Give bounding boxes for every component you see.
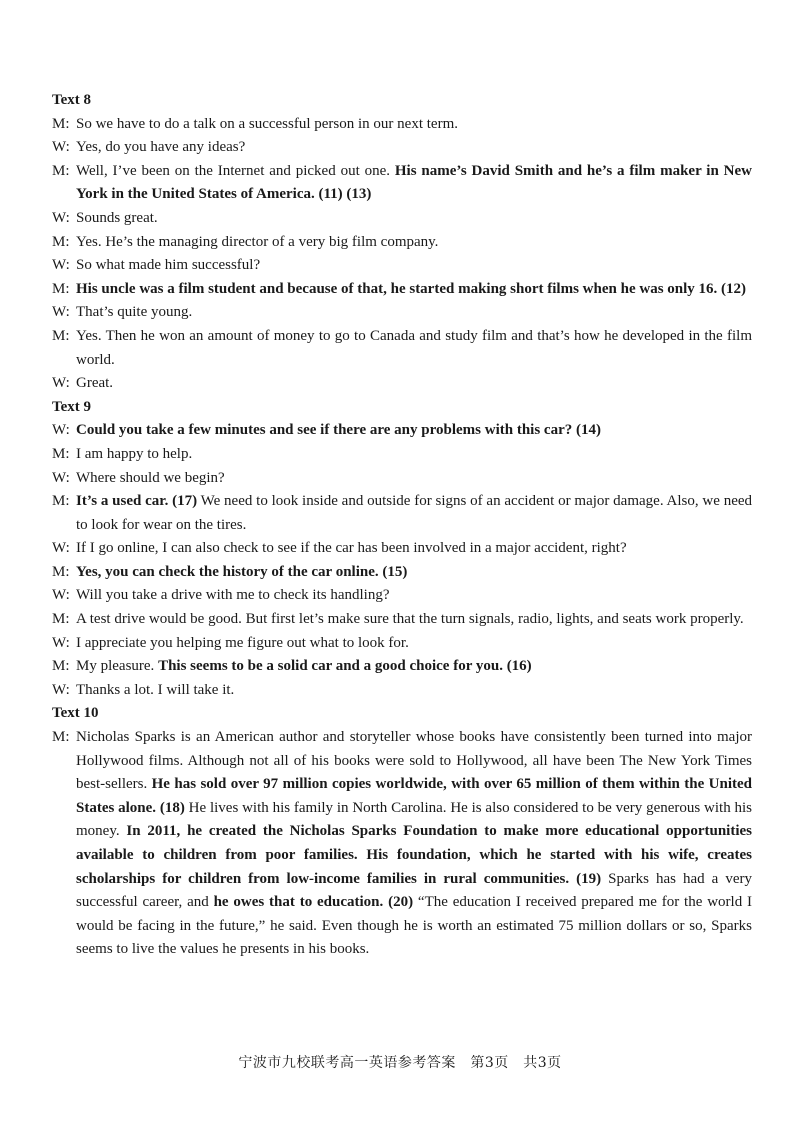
line-text <box>76 207 752 231</box>
dialogue-line <box>52 655 752 679</box>
plain-text: If I go online, I can also check to see if the car has been involved in a major accident, right? <box>76 540 627 557</box>
line-text <box>76 655 752 679</box>
line-text <box>76 160 752 207</box>
line-text <box>76 136 752 160</box>
section-heading: Text 9 <box>52 398 92 415</box>
speaker-label: M: <box>52 280 70 297</box>
line-text <box>76 679 752 703</box>
speaker-label: W: <box>52 540 70 557</box>
speaker-label: W: <box>52 422 70 439</box>
speaker-label: M: <box>52 611 70 628</box>
speaker-label: M: <box>52 327 70 344</box>
speaker-label: M: <box>52 658 70 675</box>
speaker-label: W: <box>52 257 70 274</box>
line-text <box>76 372 752 396</box>
answer-key-text: he owes that to education. (20) <box>213 894 414 911</box>
dialogue-line <box>52 136 752 160</box>
dialogue-line <box>52 467 752 491</box>
line-text <box>76 632 752 656</box>
dialogue-line <box>52 278 752 302</box>
dialogue-line <box>52 679 752 703</box>
dialogue-line <box>52 608 752 632</box>
plain-text: Yes. Then he won an amount of money to go to Canada and study film and that’s how he developed in the film world. <box>76 327 752 368</box>
transcript-body <box>52 89 752 962</box>
section-heading: Text 10 <box>52 705 99 722</box>
dialogue-line <box>52 231 752 255</box>
plain-text: My pleasure. <box>76 658 159 675</box>
line-text <box>76 113 752 137</box>
line-text <box>76 443 752 467</box>
dialogue-line <box>52 443 752 467</box>
speaker-label: M: <box>52 233 70 250</box>
plain-text: Well, I’ve been on the Internet and picked out one. <box>76 162 395 179</box>
plain-text: That’s quite young. <box>76 304 193 321</box>
line-text <box>76 726 752 962</box>
plain-text: I am happy to help. <box>76 445 193 462</box>
dialogue-line <box>52 561 752 585</box>
answer-key-text: Could you take a few minutes and see if there are any problems with this car? (14) <box>76 422 601 439</box>
answer-key-text: It’s a used car. (17) <box>76 493 198 510</box>
line-text <box>76 584 752 608</box>
dialogue-line <box>52 207 752 231</box>
dialogue-line <box>52 632 752 656</box>
dialogue-line <box>52 419 752 443</box>
speaker-label: W: <box>52 469 70 486</box>
plain-text: Yes, do you have any ideas? <box>76 139 246 156</box>
plain-text: A test drive would be good. But first let’s make sure that the turn signals, radio, lights, and seats work properly. <box>76 611 744 628</box>
line-text <box>76 561 752 585</box>
plain-text: So what made him successful? <box>76 257 261 274</box>
dialogue-line <box>52 490 752 537</box>
speaker-label: W: <box>52 587 70 604</box>
plain-text: Nicholas Sparks is an American author and storyteller whose books have consistently been turned into major Hollywood films. Although not all of his books were sold to Hollywood, all have been The New York Times best-sellers. <box>76 729 752 793</box>
speaker-label: W: <box>52 375 70 392</box>
line-text <box>76 490 752 537</box>
line-text <box>76 467 752 491</box>
line-text <box>76 301 752 325</box>
dialogue-line <box>52 160 752 207</box>
answer-key-text: His name’s David Smith and he’s a film maker in New York in the United States of America. (11) (13) <box>76 162 752 203</box>
plain-text: So we have to do a talk on a successful person in our next term. <box>76 115 458 132</box>
speaker-label: W: <box>52 634 70 651</box>
dialogue-line <box>52 372 752 396</box>
plain-text: Yes. He’s the managing director of a very big film company. <box>76 233 439 250</box>
plain-text: Sparks has had a very successful career, and <box>76 870 752 911</box>
line-text <box>76 254 752 278</box>
dialogue-line <box>52 325 752 372</box>
plain-text: “The education I received prepared me for the world I would be facing in the future,” he said. Even though he is worth an estimated 75 million dollars or so, Sparks seems to live the values he presents in his books. <box>76 894 753 958</box>
speaker-label: M: <box>52 115 70 132</box>
speaker-label: W: <box>52 304 70 321</box>
line-text <box>76 608 752 632</box>
speaker-label: W: <box>52 139 70 156</box>
speaker-label: M: <box>52 162 70 179</box>
plain-text: He lives with his family in North Carolina. He is also considered to be very generous with his money. <box>76 799 752 840</box>
plain-text: Will you take a drive with me to check its handling? <box>76 587 390 604</box>
dialogue-line <box>52 584 752 608</box>
answer-key-text: Yes, you can check the history of the car online. (15) <box>76 563 408 580</box>
line-text <box>76 325 752 372</box>
answer-key-text: His uncle was a film student and because of that, he started making short films when he was only 16. (12) <box>76 280 747 297</box>
speaker-label: M: <box>52 445 70 462</box>
plain-text: Thanks a lot. I will take it. <box>76 681 235 698</box>
speaker-label: M: <box>52 563 70 580</box>
speaker-label: W: <box>52 209 70 226</box>
speaker-label: M: <box>52 493 70 510</box>
line-text <box>76 419 752 443</box>
speaker-label: W: <box>52 681 70 698</box>
answer-key-text: In 2011, he created the Nicholas Sparks Foundation to make more educational opportunities available to children from poor families. His foundation, which he started with his wife, creates scholarships for children from low-income families in rural communities. (19) <box>76 823 752 887</box>
plain-text: We need to look inside and outside for signs of an accident or major damage. Also, we need to look for wear on the tires. <box>76 493 753 533</box>
dialogue-line <box>52 726 752 962</box>
speaker-label: M: <box>52 729 70 746</box>
answer-key-text: This seems to be a solid car and a good choice for you. (16) <box>158 658 532 675</box>
line-text <box>76 231 752 255</box>
plain-text: Great. <box>76 375 114 392</box>
answer-key-text: He has sold over 97 million copies worldwide, with over 65 million of them within the United States alone. (18) <box>76 776 752 816</box>
plain-text: Where should we begin? <box>76 469 225 486</box>
line-text <box>76 537 752 561</box>
plain-text: I appreciate you helping me figure out what to look for. <box>76 634 409 651</box>
line-text <box>76 278 752 302</box>
page-footer: 宁波市九校联考高一英语参考答案 第3页 共3页 <box>238 1055 562 1071</box>
dialogue-line <box>52 301 752 325</box>
plain-text: Sounds great. <box>76 209 158 226</box>
dialogue-line <box>52 113 752 137</box>
section-heading: Text 8 <box>52 92 92 108</box>
dialogue-line <box>52 254 752 278</box>
dialogue-line <box>52 537 752 561</box>
